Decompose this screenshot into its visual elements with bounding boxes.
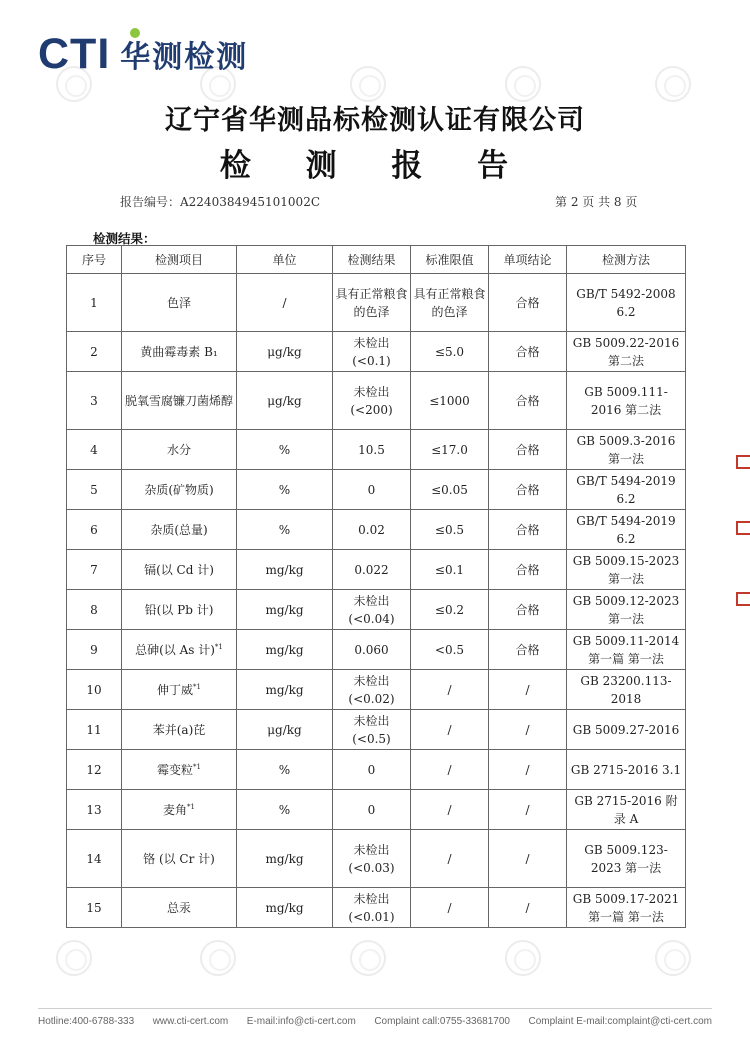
table-row bbox=[67, 550, 686, 590]
side-stamp-mark bbox=[736, 521, 750, 535]
cell-limit: ≤17.0 bbox=[411, 430, 489, 470]
page-info: 第 2 页 共 8 页 bbox=[555, 195, 638, 209]
cell-method: GB 2715-2016 附录 A bbox=[567, 790, 686, 830]
cell-unit: / bbox=[237, 274, 333, 332]
cell-unit: mg/kg bbox=[237, 670, 333, 710]
cell-limit: ≤5.0 bbox=[411, 332, 489, 372]
cell-item bbox=[122, 372, 237, 430]
cell-conclusion: 合格 bbox=[489, 510, 567, 550]
cell-no: 5 bbox=[67, 470, 122, 510]
cell-item bbox=[122, 790, 237, 830]
table-row bbox=[67, 470, 686, 510]
logo-cti-text: CTI bbox=[38, 29, 111, 78]
report-number: 报告编号：A2240384945101002C bbox=[120, 195, 321, 209]
footer-divider bbox=[38, 1008, 712, 1009]
cell-method: GB/T 5492-2008 6.2 bbox=[567, 274, 686, 332]
table-row bbox=[67, 274, 686, 332]
cell-no: 9 bbox=[67, 630, 122, 670]
cell-item bbox=[122, 590, 237, 630]
cell-conclusion: 合格 bbox=[489, 630, 567, 670]
cell-limit: ≤0.1 bbox=[411, 550, 489, 590]
cell-conclusion: / bbox=[489, 750, 567, 790]
cell-conclusion: / bbox=[489, 888, 567, 928]
watermark-seal bbox=[350, 940, 386, 976]
header-item: 检测项目 bbox=[122, 246, 237, 274]
cell-no: 2 bbox=[67, 332, 122, 372]
cell-method: GB 5009.11-2014 第一篇 第一法 bbox=[567, 630, 686, 670]
cell-conclusion: 合格 bbox=[489, 550, 567, 590]
table-row bbox=[67, 830, 686, 888]
cell-unit: μg/kg bbox=[237, 710, 333, 750]
cell-conclusion: / bbox=[489, 710, 567, 750]
header-limit: 标准限值 bbox=[411, 246, 489, 274]
item-name: 铬 (以 Cr 计) bbox=[143, 851, 215, 866]
table-header-row bbox=[67, 246, 686, 274]
header-result: 检测结果 bbox=[333, 246, 411, 274]
cell-no: 4 bbox=[67, 430, 122, 470]
cell-limit: / bbox=[411, 670, 489, 710]
item-note: *1 bbox=[193, 762, 201, 771]
cell-result: 未检出 (<0.01) bbox=[333, 888, 411, 928]
cell-limit: ≤0.05 bbox=[411, 470, 489, 510]
cell-limit: 具有正常粮食的色泽 bbox=[411, 274, 489, 332]
cell-unit: mg/kg bbox=[237, 888, 333, 928]
header-conclusion: 单项结论 bbox=[489, 246, 567, 274]
cell-method: GB 5009.12-2023 第一法 bbox=[567, 590, 686, 630]
cell-conclusion: 合格 bbox=[489, 590, 567, 630]
footer-email[interactable]: E-mail:info@cti-cert.com bbox=[246, 1016, 356, 1027]
table-row bbox=[67, 670, 686, 710]
watermark-seal bbox=[56, 940, 92, 976]
item-name: 镉(以 Cd 计) bbox=[144, 562, 214, 577]
item-name: 总砷(以 As 计) bbox=[135, 642, 215, 657]
cell-item bbox=[122, 550, 237, 590]
table-row bbox=[67, 510, 686, 550]
item-name: 杂质(矿物质) bbox=[144, 482, 214, 497]
cell-item bbox=[122, 888, 237, 928]
company-name: 辽宁省华测品标检测认证有限公司 bbox=[165, 105, 585, 136]
cell-method: GB 5009.27-2016 bbox=[567, 710, 686, 750]
cell-item bbox=[122, 274, 237, 332]
cell-no: 15 bbox=[67, 888, 122, 928]
cell-item bbox=[122, 710, 237, 750]
cell-no: 10 bbox=[67, 670, 122, 710]
cell-limit: / bbox=[411, 790, 489, 830]
item-name: 麦角 bbox=[163, 802, 188, 817]
logo-cn-text: 华测检测 bbox=[120, 40, 249, 75]
cell-no: 13 bbox=[67, 790, 122, 830]
cell-unit: % bbox=[237, 510, 333, 550]
cell-no: 6 bbox=[67, 510, 122, 550]
watermark-seal bbox=[505, 66, 541, 102]
item-name: 铅(以 Pb 计) bbox=[144, 602, 214, 617]
cell-result: 0.022 bbox=[333, 550, 411, 590]
watermark-seal bbox=[350, 66, 386, 102]
cell-limit: ≤1000 bbox=[411, 372, 489, 430]
cell-result: 0 bbox=[333, 790, 411, 830]
cell-result: 未检出 (<0.1) bbox=[333, 332, 411, 372]
item-name: 杂质(总量) bbox=[150, 522, 208, 537]
cell-no: 7 bbox=[67, 550, 122, 590]
cell-result: 10.5 bbox=[333, 430, 411, 470]
header-method: 检测方法 bbox=[567, 246, 686, 274]
cell-no: 14 bbox=[67, 830, 122, 888]
item-name: 水分 bbox=[166, 442, 191, 457]
cell-result: 0 bbox=[333, 750, 411, 790]
results-table bbox=[66, 245, 686, 928]
header-no: 序号 bbox=[67, 246, 122, 274]
cell-method: GB 5009.22-2016 第二法 bbox=[567, 332, 686, 372]
cell-unit: mg/kg bbox=[237, 830, 333, 888]
cell-result: 未检出 (<0.04) bbox=[333, 590, 411, 630]
cell-unit: % bbox=[237, 750, 333, 790]
item-name: 色泽 bbox=[166, 295, 191, 310]
footer-website[interactable]: www.cti-cert.com bbox=[152, 1016, 229, 1027]
cell-conclusion: 合格 bbox=[489, 372, 567, 430]
table-row bbox=[67, 710, 686, 750]
cell-item bbox=[122, 750, 237, 790]
table-row bbox=[67, 630, 686, 670]
cell-conclusion: 合格 bbox=[489, 332, 567, 372]
cell-method: GB 5009.17-2021 第一篇 第一法 bbox=[567, 888, 686, 928]
table-row bbox=[67, 332, 686, 372]
cell-limit: / bbox=[411, 888, 489, 928]
item-note: *1 bbox=[214, 642, 223, 651]
cell-result: 0.060 bbox=[333, 630, 411, 670]
watermark-seal bbox=[505, 940, 541, 976]
cell-result: 0 bbox=[333, 470, 411, 510]
cell-no: 11 bbox=[67, 710, 122, 750]
cell-item bbox=[122, 670, 237, 710]
table-row bbox=[67, 590, 686, 630]
logo-dot-icon bbox=[130, 28, 140, 38]
cell-unit: % bbox=[237, 790, 333, 830]
cell-conclusion: / bbox=[489, 670, 567, 710]
side-stamp-mark bbox=[736, 455, 750, 469]
watermark-seal bbox=[655, 940, 691, 976]
watermark-seal bbox=[200, 940, 236, 976]
table-row bbox=[67, 372, 686, 430]
cell-unit: % bbox=[237, 470, 333, 510]
cell-unit: mg/kg bbox=[237, 550, 333, 590]
cell-unit: μg/kg bbox=[237, 332, 333, 372]
cell-no: 3 bbox=[67, 372, 122, 430]
cell-item bbox=[122, 332, 237, 372]
footer bbox=[0, 1016, 750, 1027]
item-name: 总汞 bbox=[166, 900, 191, 915]
company-logo bbox=[38, 30, 248, 78]
cell-conclusion: 合格 bbox=[489, 274, 567, 332]
cell-item bbox=[122, 470, 237, 510]
cell-method: GB 23200.113-2018 bbox=[567, 670, 686, 710]
cell-conclusion: 合格 bbox=[489, 430, 567, 470]
cell-unit: % bbox=[237, 430, 333, 470]
table-row bbox=[67, 430, 686, 470]
item-name: 霉变粒 bbox=[157, 762, 194, 777]
section-title: 检测结果： bbox=[93, 231, 156, 246]
cell-limit: / bbox=[411, 750, 489, 790]
cell-result: 未检出 (<0.03) bbox=[333, 830, 411, 888]
cell-conclusion: 合格 bbox=[489, 470, 567, 510]
cell-no: 8 bbox=[67, 590, 122, 630]
table-row bbox=[67, 750, 686, 790]
cell-result: 未检出 (<0.02) bbox=[333, 670, 411, 710]
cell-result: 0.02 bbox=[333, 510, 411, 550]
cell-result: 未检出 (<0.5) bbox=[333, 710, 411, 750]
cell-method: GB/T 5494-2019 6.2 bbox=[567, 470, 686, 510]
cell-limit: / bbox=[411, 830, 489, 888]
cell-method: GB 5009.3-2016 第一法 bbox=[567, 430, 686, 470]
cell-unit: mg/kg bbox=[237, 630, 333, 670]
cell-method: GB/T 5494-2019 6.2 bbox=[567, 510, 686, 550]
cell-method: GB 2715-2016 3.1 bbox=[567, 750, 686, 790]
cell-item bbox=[122, 510, 237, 550]
cell-limit: ≤0.2 bbox=[411, 590, 489, 630]
cell-result: 具有正常粮食的色泽 bbox=[333, 274, 411, 332]
cell-limit: ≤0.5 bbox=[411, 510, 489, 550]
cell-method: GB 5009.111-2016 第二法 bbox=[567, 372, 686, 430]
item-note: *1 bbox=[187, 802, 195, 811]
cell-method: GB 5009.15-2023 第一法 bbox=[567, 550, 686, 590]
table-row bbox=[67, 888, 686, 928]
watermark-seal bbox=[655, 66, 691, 102]
cell-limit: <0.5 bbox=[411, 630, 489, 670]
footer-hotline: Hotline:400-6788-333 bbox=[38, 1016, 135, 1027]
table-row bbox=[67, 790, 686, 830]
cell-item bbox=[122, 830, 237, 888]
footer-complaint-email[interactable]: Complaint E-mail:complaint@cti-cert.com bbox=[528, 1016, 712, 1027]
cell-result: 未检出 (<200) bbox=[333, 372, 411, 430]
cell-no: 1 bbox=[67, 274, 122, 332]
side-stamp-mark bbox=[736, 592, 750, 606]
cell-limit: / bbox=[411, 710, 489, 750]
cell-conclusion: / bbox=[489, 830, 567, 888]
cell-unit: mg/kg bbox=[237, 590, 333, 630]
cell-item bbox=[122, 430, 237, 470]
cell-no: 12 bbox=[67, 750, 122, 790]
item-name: 伸丁威 bbox=[157, 682, 194, 697]
cell-conclusion: / bbox=[489, 790, 567, 830]
cell-unit: μg/kg bbox=[237, 372, 333, 430]
item-note: *1 bbox=[193, 682, 201, 691]
item-name: 苯并(a)芘 bbox=[152, 722, 206, 737]
item-name: 黄曲霉毒素 B₁ bbox=[140, 344, 218, 359]
cell-method: GB 5009.123-2023 第一法 bbox=[567, 830, 686, 888]
header-unit: 单位 bbox=[237, 246, 333, 274]
report-title: 检 测 报 告 bbox=[219, 148, 531, 184]
footer-complaint-call: Complaint call:0755-33681700 bbox=[374, 1016, 510, 1027]
cell-item bbox=[122, 630, 237, 670]
item-name: 脱氧雪腐镰刀菌烯醇 bbox=[124, 393, 233, 408]
